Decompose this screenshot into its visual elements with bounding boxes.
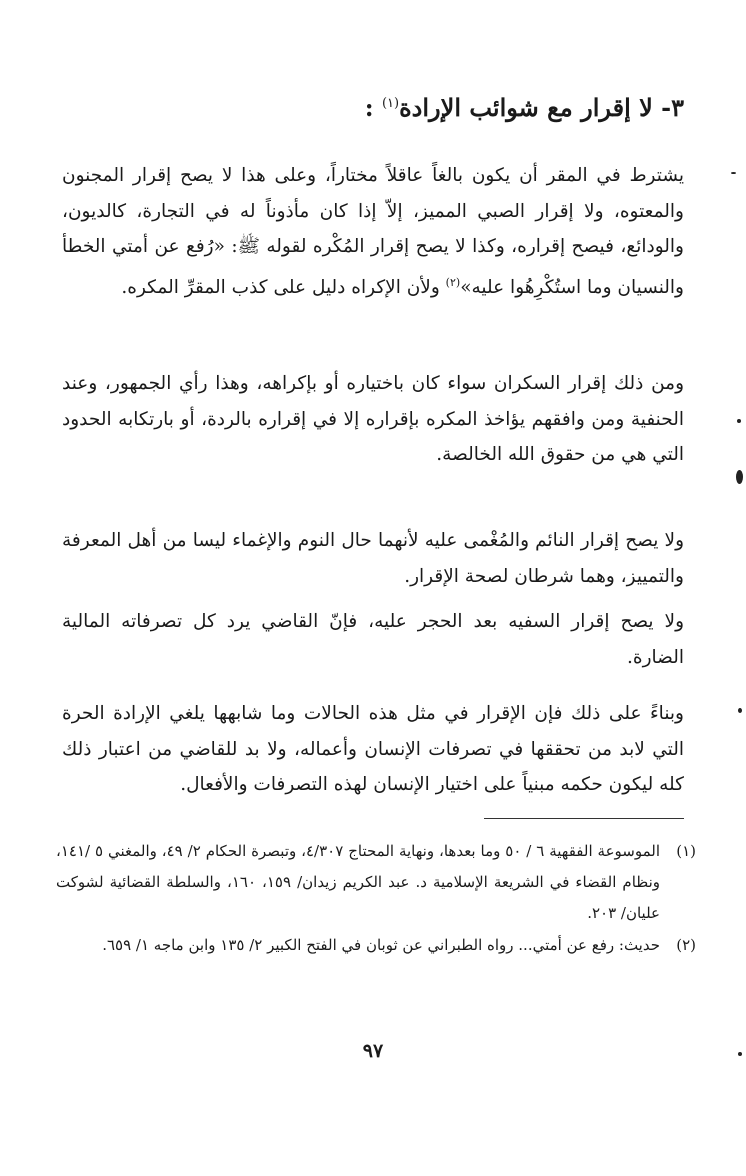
scan-mark [738,708,742,713]
paragraph-1-text: يشترط في المقر أن يكون بالغاً عاقلاً مختاراً، وعلى هذا لا يصح إقرار المجنون والمعتوه، ولا إقرار الصبي المميز، إلاّ إذا كان مأذوناً له في التجارة، كالديون، والودائع، فيصح إقراره، وكذا لا يصح إقرار المُكْره لقوله ﷺ: «رُفع عن أمتي الخطأ والنسيان وما استُكْرِهُوا عليه» [62,165,684,298]
paragraph-1 [62,158,684,305]
paragraph-1-footnote-ref[interactable]: (٢) [445,275,461,289]
scan-mark [737,419,741,423]
heading-footnote-ref[interactable]: (١) [381,96,400,111]
footnote-1 [56,836,696,929]
heading-colon: : [364,93,374,122]
scan-mark [731,172,736,174]
heading-text: ٣- لا إقرار مع شوائب الإرادة [399,93,684,122]
footnote-2 [56,930,696,961]
paragraph-2: ومن ذلك إقرار السكران سواء كان باختياره أو بإكراهه، وهذا رأي الجمهور، وعند الحنفية ومن وافقهم يؤاخذ المكره بإقراره إلا في إقراره بالردة، أو بارتكابه الحدود التي هي من حقوق الله الخالصة. [62,373,684,465]
footnote-1-number: (١) [676,842,696,860]
paragraph-4: ولا يصح إقرار السفيه بعد الحجر عليه، فإنّ القاضي يرد كل تصرفاته المالية الضارة. [62,611,684,668]
paragraph-3: ولا يصح إقرار النائم والمُغْمى عليه لأنهما حال النوم والإغماء ليسا من أهل المعرفة والتمييز، وهما شرطان لصحة الإقرار. [62,530,684,587]
footnote-2-text: حديث: رفع عن أمتي... رواه الطبراني عن ثوبان في الفتح الكبير ٢/ ١٣٥ وابن ماجه ١/ ٦٥٩. [102,936,660,954]
section-heading [64,82,684,130]
scan-mark [738,1052,742,1056]
paragraph-1-text-end: ولأن الإكراه دليل على كذب المقرِّ المكره. [121,276,446,298]
paragraph-5: وبناءً على ذلك فإن الإقرار في مثل هذه الحالات وما شابهها يلغي الإرادة الحرة التي لابد من تحققها في تصرفات الإنسان وأعماله، ولا بد للقاضي من اعتبار ذلك كله ليكون حكمه مبنياً على اختيار الإنسان لهذه التصرفات والأفعال. [62,703,684,795]
scan-mark [736,470,743,484]
footnote-2-number: (٢) [676,936,696,954]
footnote-1-text: الموسوعة الفقهية ٦ / ٥٠ وما بعدها، ونهاية المحتاج ٤/٣٠٧، وتبصرة الحكام ٢/ ٤٩، والمغني ٥ /١٤١، ونظام القضاء في الشريعة الإسلامية د. عبد الكريم زيدان/ ١٥٩، ١٦٠، والسلطة القضائية لشوكت عليان/ ٢٠٣. [56,842,661,922]
page-number: ٩٧ [362,1040,384,1062]
footnote-divider [484,818,684,819]
